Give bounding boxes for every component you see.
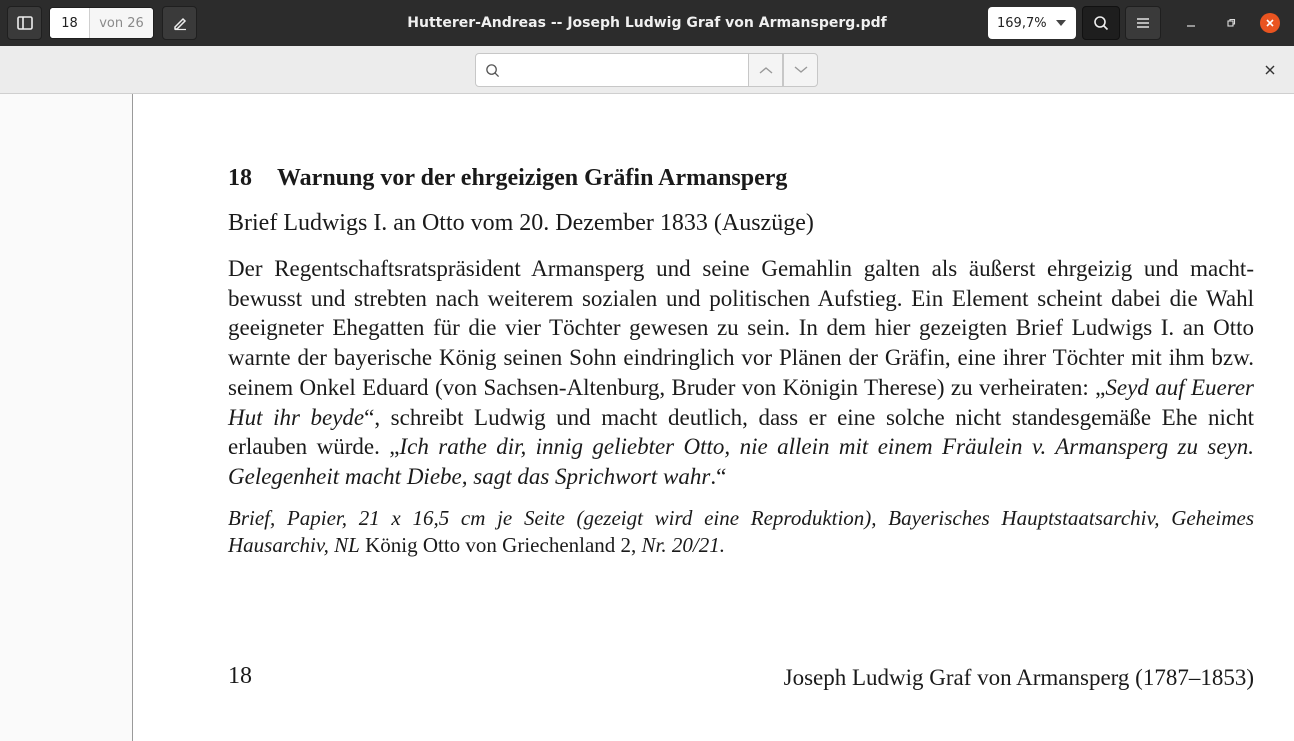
page-total-label: von 26 — [90, 8, 153, 38]
caption-italic-2: Nr. 20/21. — [641, 533, 725, 557]
search-icon — [1093, 15, 1109, 31]
page-number-input[interactable] — [50, 8, 90, 38]
search-toggle-button[interactable] — [1082, 6, 1120, 40]
window-close-button[interactable] — [1260, 13, 1280, 33]
annotate-button[interactable] — [162, 6, 197, 40]
zoom-value: 169,7% — [997, 15, 1047, 31]
section-title: Warnung vor der ehrgeizigen Gräfin Armansperg — [277, 165, 788, 191]
search-previous-button[interactable] — [748, 53, 783, 87]
zoom-select[interactable] — [988, 7, 1076, 39]
caption-plain: König Otto von Griechenland 2, — [359, 533, 642, 557]
pencil-icon — [172, 15, 188, 31]
hamburger-menu-icon — [1136, 17, 1150, 29]
dropdown-caret-icon — [1056, 20, 1066, 26]
minimize-button[interactable] — [1180, 12, 1202, 34]
search-bar — [0, 46, 1294, 94]
main-menu-button[interactable] — [1125, 6, 1161, 40]
close-icon — [1265, 18, 1275, 28]
search-icon — [485, 63, 500, 78]
search-input[interactable] — [506, 62, 748, 79]
minimize-icon — [1186, 18, 1196, 28]
body-text-1: Der Regentschaftsratspräsident Armansperg und seine Gemahlin galten als äußerst ehrgeizig und machtbewusst und strebten nach weiterem sozialen und politischen Aufstieg. Ein Element scheint dabei die Wahl geeigneter Ehegatten für die vier Töchter gewesen zu sein. In dem hier gezeigten Brief Ludwigs I. an Otto warnte der bayerische König seinen Sohn eindringlich vor Plänen der Gräfin, eine ihrer Töchter mit ihm bzw. seinem Onkel Eduard (von Sachsen-Altenburg, Bruder von Königin Therese) zu verheiraten: „ — [228, 256, 1254, 400]
body-text-2: “, schreibt Ludwig und macht deutlich, dass er eine solche nicht standesgemäße Ehe nicht erlauben würde. „ — [228, 404, 1254, 460]
pdf-page — [132, 94, 1294, 741]
body-text-3: .“ — [710, 463, 727, 489]
restore-icon — [1226, 18, 1236, 28]
close-icon — [1265, 65, 1275, 75]
window-title: Hutterer-Andreas -- Joseph Ludwig Graf von Armansperg.pdf — [407, 15, 887, 31]
section-heading — [228, 165, 787, 192]
caption-italic-1: Brief, Papier, 21 x 16,5 cm je Seite (gezeigt wird eine Reproduktion), Bayerisches Hauptstaatsarchiv, Geheimes Hausarchiv, NL — [228, 506, 1254, 557]
header-bar — [0, 0, 1294, 46]
sidebar-icon — [17, 16, 33, 30]
footer-running-title: Joseph Ludwig Graf von Armansperg (1787–1853) — [783, 665, 1254, 690]
search-next-button[interactable] — [783, 53, 818, 87]
section-number: 18 — [228, 165, 252, 191]
body-paragraph — [228, 254, 1254, 492]
sidebar-toggle-button[interactable] — [7, 6, 42, 40]
maximize-button[interactable] — [1220, 12, 1242, 34]
caption — [228, 505, 1254, 559]
footer-page-number: 18 — [228, 663, 252, 689]
body-quote-1: Seyd auf Euerer Hut ihr beyde — [228, 374, 1254, 430]
document-viewport[interactable] — [0, 94, 1294, 741]
chevron-down-icon — [793, 65, 809, 75]
section-subtitle: Brief Ludwigs I. an Otto vom 20. Dezember 1833 (Auszüge) — [228, 210, 814, 236]
search-field[interactable] — [475, 53, 749, 87]
body-quote-2: Ich rathe dir, innig geliebter Otto, nie allein mit einem Fräulein v. Armansperg zu seyn. Gelegenheit macht Diebe, sagt das Sprichwort wahr — [228, 434, 1254, 489]
search-close-button[interactable] — [1260, 60, 1280, 80]
chevron-up-icon — [758, 65, 774, 75]
page-navigator — [49, 7, 154, 39]
